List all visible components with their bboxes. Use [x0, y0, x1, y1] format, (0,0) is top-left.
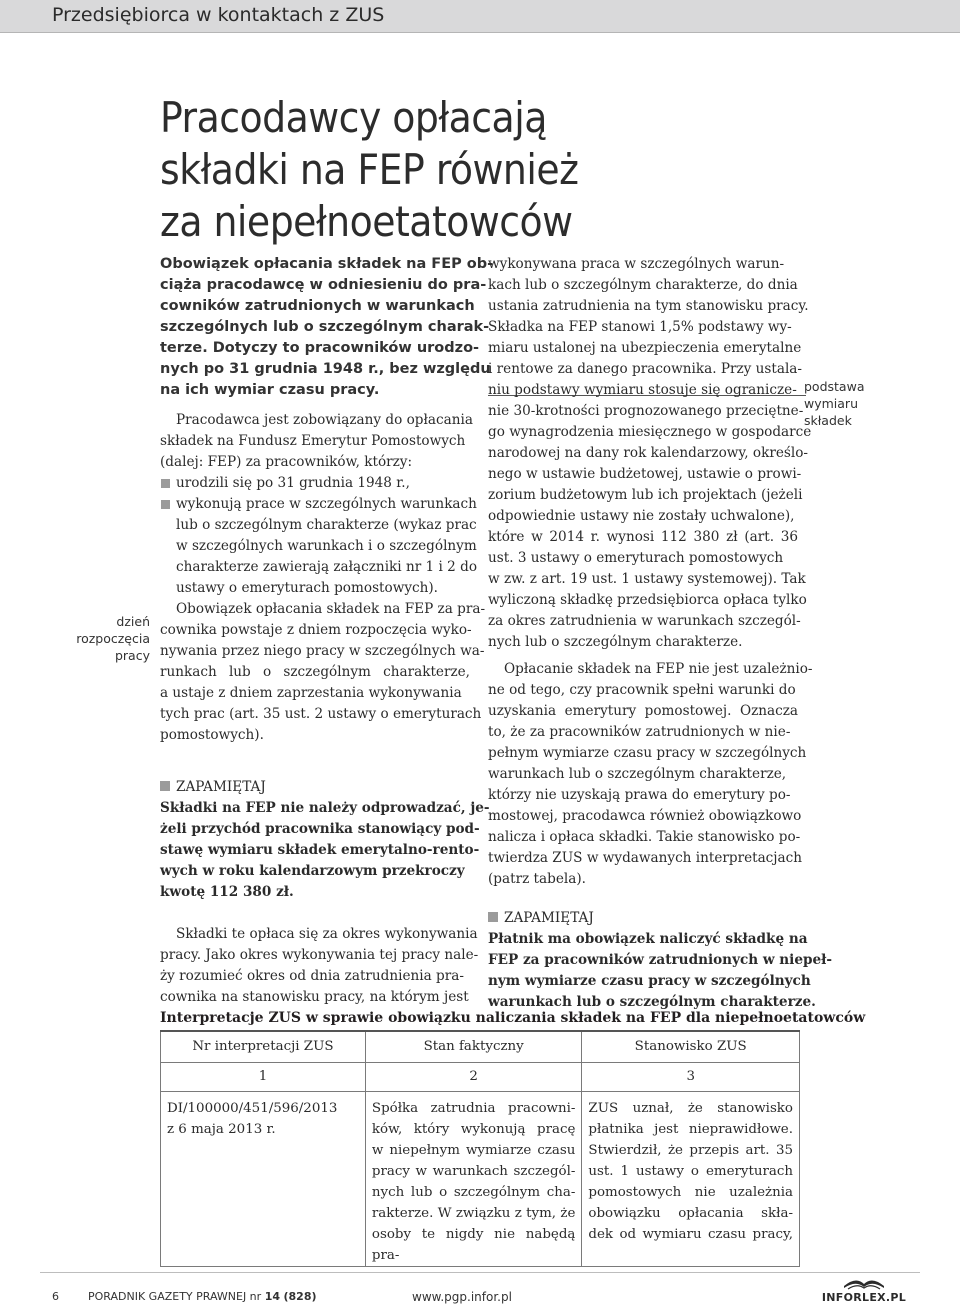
lead-line: nych po 31 grudnia 1948 r., bez względu [160, 361, 491, 377]
paragraph-line: niu podstawy wymiaru stosuje się ogranicze- [488, 382, 797, 398]
table-cell-facts [365, 1092, 582, 1267]
bullet-item [160, 473, 470, 494]
paragraph-line: pomostowych). [160, 727, 264, 743]
paragraph-line: Składka na FEP stanowi 1,5% podstawy wy- [488, 319, 792, 335]
cell-line: Stwierdził, że przepis art. 35 [588, 1143, 793, 1158]
cell-line: ZUS uznał, że stanowisko [588, 1101, 793, 1116]
remember-text-line: stawę wymiaru składek emerytalno-rento- [160, 842, 480, 858]
paragraph-line: ustania zatrudnienia na tym stanowisku pracy. [488, 298, 809, 314]
bullet-square-icon [488, 912, 498, 922]
paragraph-line: nywania przez niego pracy w szczególnych wa- [160, 643, 485, 659]
paragraph-line: nalicza i opłaca składki. Takie stanowisko po- [488, 829, 801, 845]
cell-line: rakterze. W związku z tym, że [371, 1206, 576, 1221]
table-header-cell: Nr interpretacji ZUS [161, 1031, 366, 1063]
paragraph-line: miaru ustalonej na ubezpieczenia emerytalne [488, 340, 802, 356]
website-url[interactable]: www.pgp.infor.pl [412, 1290, 512, 1304]
article-lead [160, 254, 494, 401]
remember-text-line: nym wymiarze czasu pracy w szczególnych [488, 973, 811, 989]
margin-note-line: składek [804, 413, 852, 428]
paragraph-line: Składki te opłaca się za okres wykonywania [176, 926, 478, 942]
paragraph-line: wykonywana praca w szczególnych warun- [488, 256, 785, 272]
headline-line: składki na FEP również [160, 145, 579, 194]
table-number-row [161, 1063, 800, 1092]
bullet-square-icon [161, 479, 170, 488]
paragraph-line: Opłacanie składek na FEP nie jest uzależnio- [504, 661, 813, 677]
margin-note-line: rozpoczęcia [76, 631, 150, 646]
remember-text-line: Płatnik ma obowiązek naliczyć składkę na [488, 931, 808, 947]
paragraph-line: i rentowe za danego pracownika. Przy ustala- [488, 361, 802, 377]
bullet-text: lub o szczególnym charakterze (wykaz prac [176, 517, 477, 533]
paragraph-line: składek na Fundusz Emerytur Pomostowych [160, 433, 466, 449]
paragraph-line: ne od tego, czy pracownik spełni warunki do [488, 682, 796, 698]
logo-text: INFORLEX.PL [821, 1291, 907, 1304]
left-text-column [160, 410, 490, 1008]
bullet-text: wykonują prace w szczególnych warunkach [176, 496, 477, 512]
bullet-square-icon [161, 500, 170, 509]
remember-text-line: warunkach lub o szczególnym charakterze. [488, 994, 816, 1010]
book-icon [814, 1274, 914, 1292]
bullet-text: charakterze zawierają załączniki nr 1 i 2 do [176, 559, 478, 575]
remember-label-text: ZAPAMIĘTAJ [176, 779, 266, 795]
table-cell-interpretation-number [161, 1092, 366, 1267]
headline-line: za niepełnoetatowców [160, 197, 573, 246]
bullet-square-icon [160, 781, 170, 791]
cell-line: ków, który wykonują pracę [371, 1122, 576, 1137]
paragraph-line: mostowej, pracodawca również obowiązkowo [488, 808, 802, 824]
footer-divider [40, 1272, 920, 1273]
remember-text-line: kwotę 112 380 zł. [160, 884, 294, 900]
table-cell-zus-position [582, 1092, 800, 1267]
table-number-cell: 2 [365, 1063, 582, 1092]
remember-text-line: Składki na FEP nie należy odprowadzać, je- [160, 800, 490, 816]
paragraph-line: za okres zatrudnienia w warunkach szczegól- [488, 613, 801, 629]
margin-note-start-of-work [72, 613, 150, 664]
header-divider [0, 32, 960, 33]
paragraph-line: Pracodawca jest zobowiązany do opłacania [176, 412, 473, 428]
paragraph-line: którzy nie uzyskają prawa do emerytury po- [488, 787, 791, 803]
paragraph-line: które w 2014 r. wynosi 112 380 zł (art. 36 [488, 529, 798, 545]
cell-line: płatnika jest nieprawidłowe. [588, 1122, 793, 1137]
page-number: 6 [52, 1290, 59, 1303]
cell-line: pomostowych nie uzależnia [588, 1185, 793, 1200]
cell-line: obowiązku opłacania skła- [588, 1206, 793, 1221]
table-title: Interpretacje ZUS w sprawie obowiązku naliczania składek na FEP dla niepełnoetatowców [160, 1010, 866, 1026]
remember-text-line: wych w roku kalendarzowym przekroczy [160, 863, 465, 879]
lead-line: ciąża pracodawcę w odniesieniu do pra- [160, 277, 487, 293]
paragraph-line: cownika powstaje z dniem rozpoczęcia wyko- [160, 622, 472, 638]
table-header-cell: Stan faktyczny [365, 1031, 582, 1063]
paragraph-line: w zw. z art. 19 ust. 1 ustawy systemowej). Tak [488, 571, 806, 587]
cell-line: ust. 1 ustawy o emeryturach [588, 1164, 793, 1179]
paragraph-line: nego w ustawie budżetowej, ustawie o prowi- [488, 466, 802, 482]
paragraph-line: ust. 3 ustawy o emeryturach pomostowych [488, 550, 784, 566]
headline-line: Pracodawcy opłacają [160, 93, 547, 142]
margin-note-line: dzień [116, 614, 150, 629]
margin-note-line: wymiaru [804, 396, 858, 411]
table-row [161, 1092, 800, 1267]
article-headline [160, 92, 880, 248]
paragraph-line: cownika na stanowisku pracy, na którym jest [160, 989, 469, 1005]
cell-line: DI/100000/451/596/2013 [167, 1101, 338, 1116]
cell-line: dek od wymiaru czasu pracy, [588, 1227, 793, 1242]
bullet-item [160, 494, 478, 599]
remember-box-label [488, 908, 798, 929]
paragraph-line: pełnym wymiarze czasu pracy w szczególnych [488, 745, 807, 761]
paragraph-line: zorium budżetowym lub ich projektach (jeżeli [488, 487, 803, 503]
cell-line: osoby te nigdy nie nabędą pra- [371, 1227, 576, 1263]
paragraph-line: pracy. Jako okres wykonywania tej pracy nale- [160, 947, 479, 963]
remember-text-line: żeli przychód pracownika stanowiący pod- [160, 821, 480, 837]
lead-line: na ich wymiar czasu pracy. [160, 382, 380, 398]
table-number-cell: 1 [161, 1063, 366, 1092]
cell-line: Spółka zatrudnia pracowni- [371, 1101, 576, 1116]
paragraph-line: to, że za pracowników zatrudnionych w nie- [488, 724, 791, 740]
paragraph-line: (dalej: FEP) za pracowników, którzy: [160, 454, 413, 470]
inforlex-logo [814, 1274, 914, 1306]
interpretations-table [160, 1030, 800, 1267]
bullet-text: urodzili się po 31 grudnia 1948 r., [176, 475, 410, 491]
remember-box-label [160, 777, 470, 798]
paragraph-line: nych lub o szczególnym charakterze. [488, 634, 743, 650]
cell-line: w niepełnym wymiarze czasu [371, 1143, 576, 1158]
paragraph-line: tych prac (art. 35 ust. 2 ustawy o emeryturach [160, 706, 482, 722]
paragraph-line: uzyskania emerytury pomostowej. Oznacza [488, 703, 798, 719]
paragraph-line: warunkach lub o szczególnym charakterze, [488, 766, 787, 782]
section-header-bar [0, 0, 960, 32]
paragraph-line: twierdza ZUS w wydawanych interpretacjach [488, 850, 802, 866]
paragraph-line: a ustaje z dniem zaprzestania wykonywania [160, 685, 462, 701]
issue-number: 14 [264, 1290, 280, 1303]
table-header-cell: Stanowisko ZUS [582, 1031, 800, 1063]
paragraph-line: narodowej na dany rok kalendarzowy, określo- [488, 445, 808, 461]
bullet-text: ustawy o emeryturach pomostowych). [176, 580, 438, 596]
publication-title: PORADNIK GAZETY PRAWNEJ nr [88, 1290, 262, 1303]
remember-text-line: FEP za pracowników zatrudnionych w niepeł- [488, 952, 833, 968]
table-header-row [161, 1031, 800, 1063]
bullet-text: w szczególnych warunkach i o szczególnym [176, 538, 477, 554]
paragraph-line: odpowiednie ustawy nie zostały uchwalone), [488, 508, 795, 524]
paragraph-line: nie 30-krotności prognozowanego przeciętne- [488, 403, 804, 419]
right-text-column [488, 254, 833, 1013]
publication-name [88, 1290, 317, 1304]
section-title: Przedsiębiorca w kontaktach z ZUS [52, 4, 385, 26]
paragraph-line: kach lub o szczególnym charakterze, do dnia [488, 277, 798, 293]
lead-line: terze. Dotyczy to pracowników urodzo- [160, 340, 480, 356]
paragraph-line: go wynagrodzenia miesięcznego w gospodarce [488, 424, 812, 440]
cell-line: nych lub o szczególnym cha- [371, 1185, 576, 1200]
issue-total-number: (828) [283, 1290, 317, 1303]
cell-line: z 6 maja 2013 r. [167, 1122, 276, 1137]
lead-line: Obowiązek opłacania składek na FEP ob- [160, 256, 494, 272]
lead-line: szczególnych lub o szczególnym charak- [160, 319, 490, 335]
lead-line: cowników zatrudnionych w warunkach [160, 298, 475, 314]
paragraph-line: (patrz tabela). [488, 871, 586, 887]
paragraph-line: ży rozumieć okres od dnia zatrudnienia pra- [160, 968, 464, 984]
paragraph-line: wyliczoną składkę przedsiębiorca opłaca tylko [488, 592, 807, 608]
paragraph-line: Obowiązek opłacania składek na FEP za pra- [176, 601, 486, 617]
remember-label-text: ZAPAMIĘTAJ [504, 910, 594, 926]
paragraph-line: runkach lub o szczególnym charakterze, [160, 664, 470, 680]
margin-note-line: podstawa [804, 379, 865, 394]
margin-note-contribution-base [804, 378, 894, 429]
margin-note-line: pracy [114, 648, 150, 663]
cell-line: pracy w warunkach szczegól- [371, 1164, 576, 1179]
table-number-cell: 3 [582, 1063, 800, 1092]
